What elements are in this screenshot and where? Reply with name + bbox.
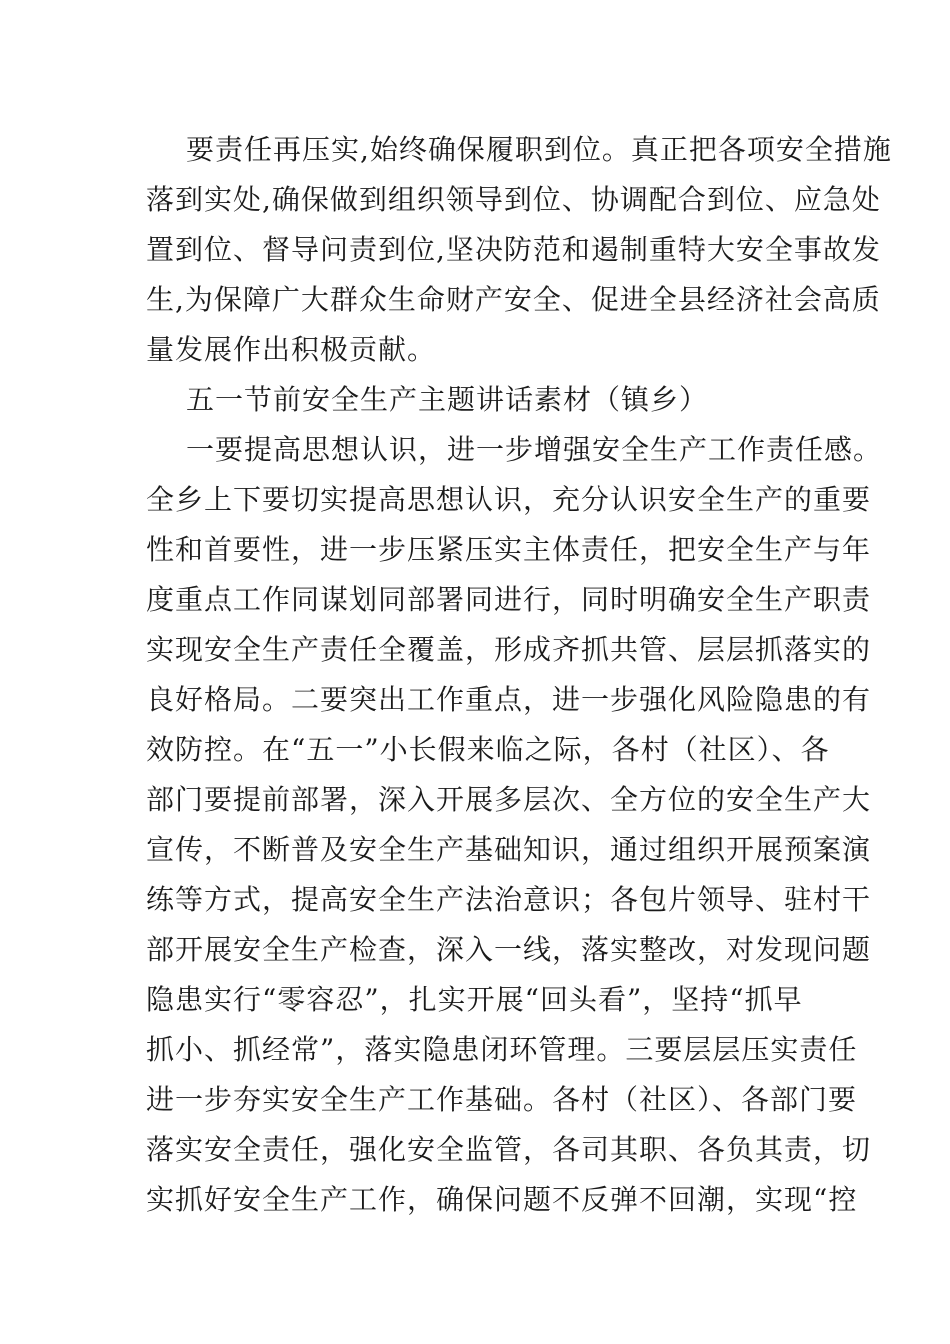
paragraph-2-line-10: 练等方式，提高安全生产法治意识；各包片领导、驻村干 <box>146 883 872 916</box>
paragraph-2-line-15: 落实安全责任，强化安全监管，各司其职、各负其责，切 <box>146 1133 872 1166</box>
paragraph-1-line-4: 生,为保障广大群众生命财产安全、促进全县经济社会高质 <box>146 283 881 316</box>
paragraph-2-line-5: 实现安全生产责任全覆盖，形成齐抓共管、层层抓落实的 <box>146 633 872 666</box>
paragraph-2-line-4: 度重点工作同谋划同部署同进行，同时明确安全生产职责 <box>146 583 872 616</box>
paragraph-1-line-5: 量发展作出积极贡献。 <box>146 333 437 366</box>
paragraph-2-line-8: 部门要提前部署，深入开展多层次、全方位的安全生产大 <box>146 783 872 816</box>
paragraph-1-line-2: 落到实处,确保做到组织领导到位、协调配合到位、应急处 <box>146 183 881 216</box>
paragraph-2-line-14: 进一步夯实安全生产工作基础。各村（社区）、各部门要 <box>146 1083 858 1116</box>
paragraph-2-line-1: 一要提高思想认识，进一步增强安全生产工作责任感。 <box>186 433 883 466</box>
paragraph-2-line-13: 抓小、抓经常”，落实隐患闭环管理。三要层层压实责任 <box>146 1033 858 1066</box>
paragraph-2-line-12: 隐患实行“零容忍”，扎实开展“回头看”，坚持“抓早 <box>146 983 803 1016</box>
paragraph-2-line-3: 性和首要性，进一步压紧压实主体责任，把安全生产与年 <box>146 533 872 566</box>
paragraph-2-line-6: 良好格局。二要突出工作重点，进一步强化风险隐患的有 <box>146 683 872 716</box>
section-heading: 五一节前安全生产主题讲话素材（镇乡） <box>186 383 709 416</box>
paragraph-2-line-16: 实抓好安全生产工作，确保问题不反弹不回潮，实现“控 <box>146 1183 858 1216</box>
paragraph-1-line-1: 要责任再压实,始终确保履职到位。真正把各项安全措施 <box>186 133 892 166</box>
paragraph-2-line-9: 宣传，不断普及安全生产基础知识，通过组织开展预案演 <box>146 833 872 866</box>
paragraph-1-line-3: 置到位、督导问责到位,坚决防范和遏制重特大安全事故发 <box>146 233 881 266</box>
paragraph-2-line-11: 部开展安全生产检查，深入一线，落实整改，对发现问题 <box>146 933 872 966</box>
paragraph-2-line-2: 全乡上下要切实提高思想认识，充分认识安全生产的重要 <box>146 483 872 516</box>
paragraph-2-line-7: 效防控。在“五一”小长假来临之际，各村（社区）、各 <box>146 733 830 766</box>
